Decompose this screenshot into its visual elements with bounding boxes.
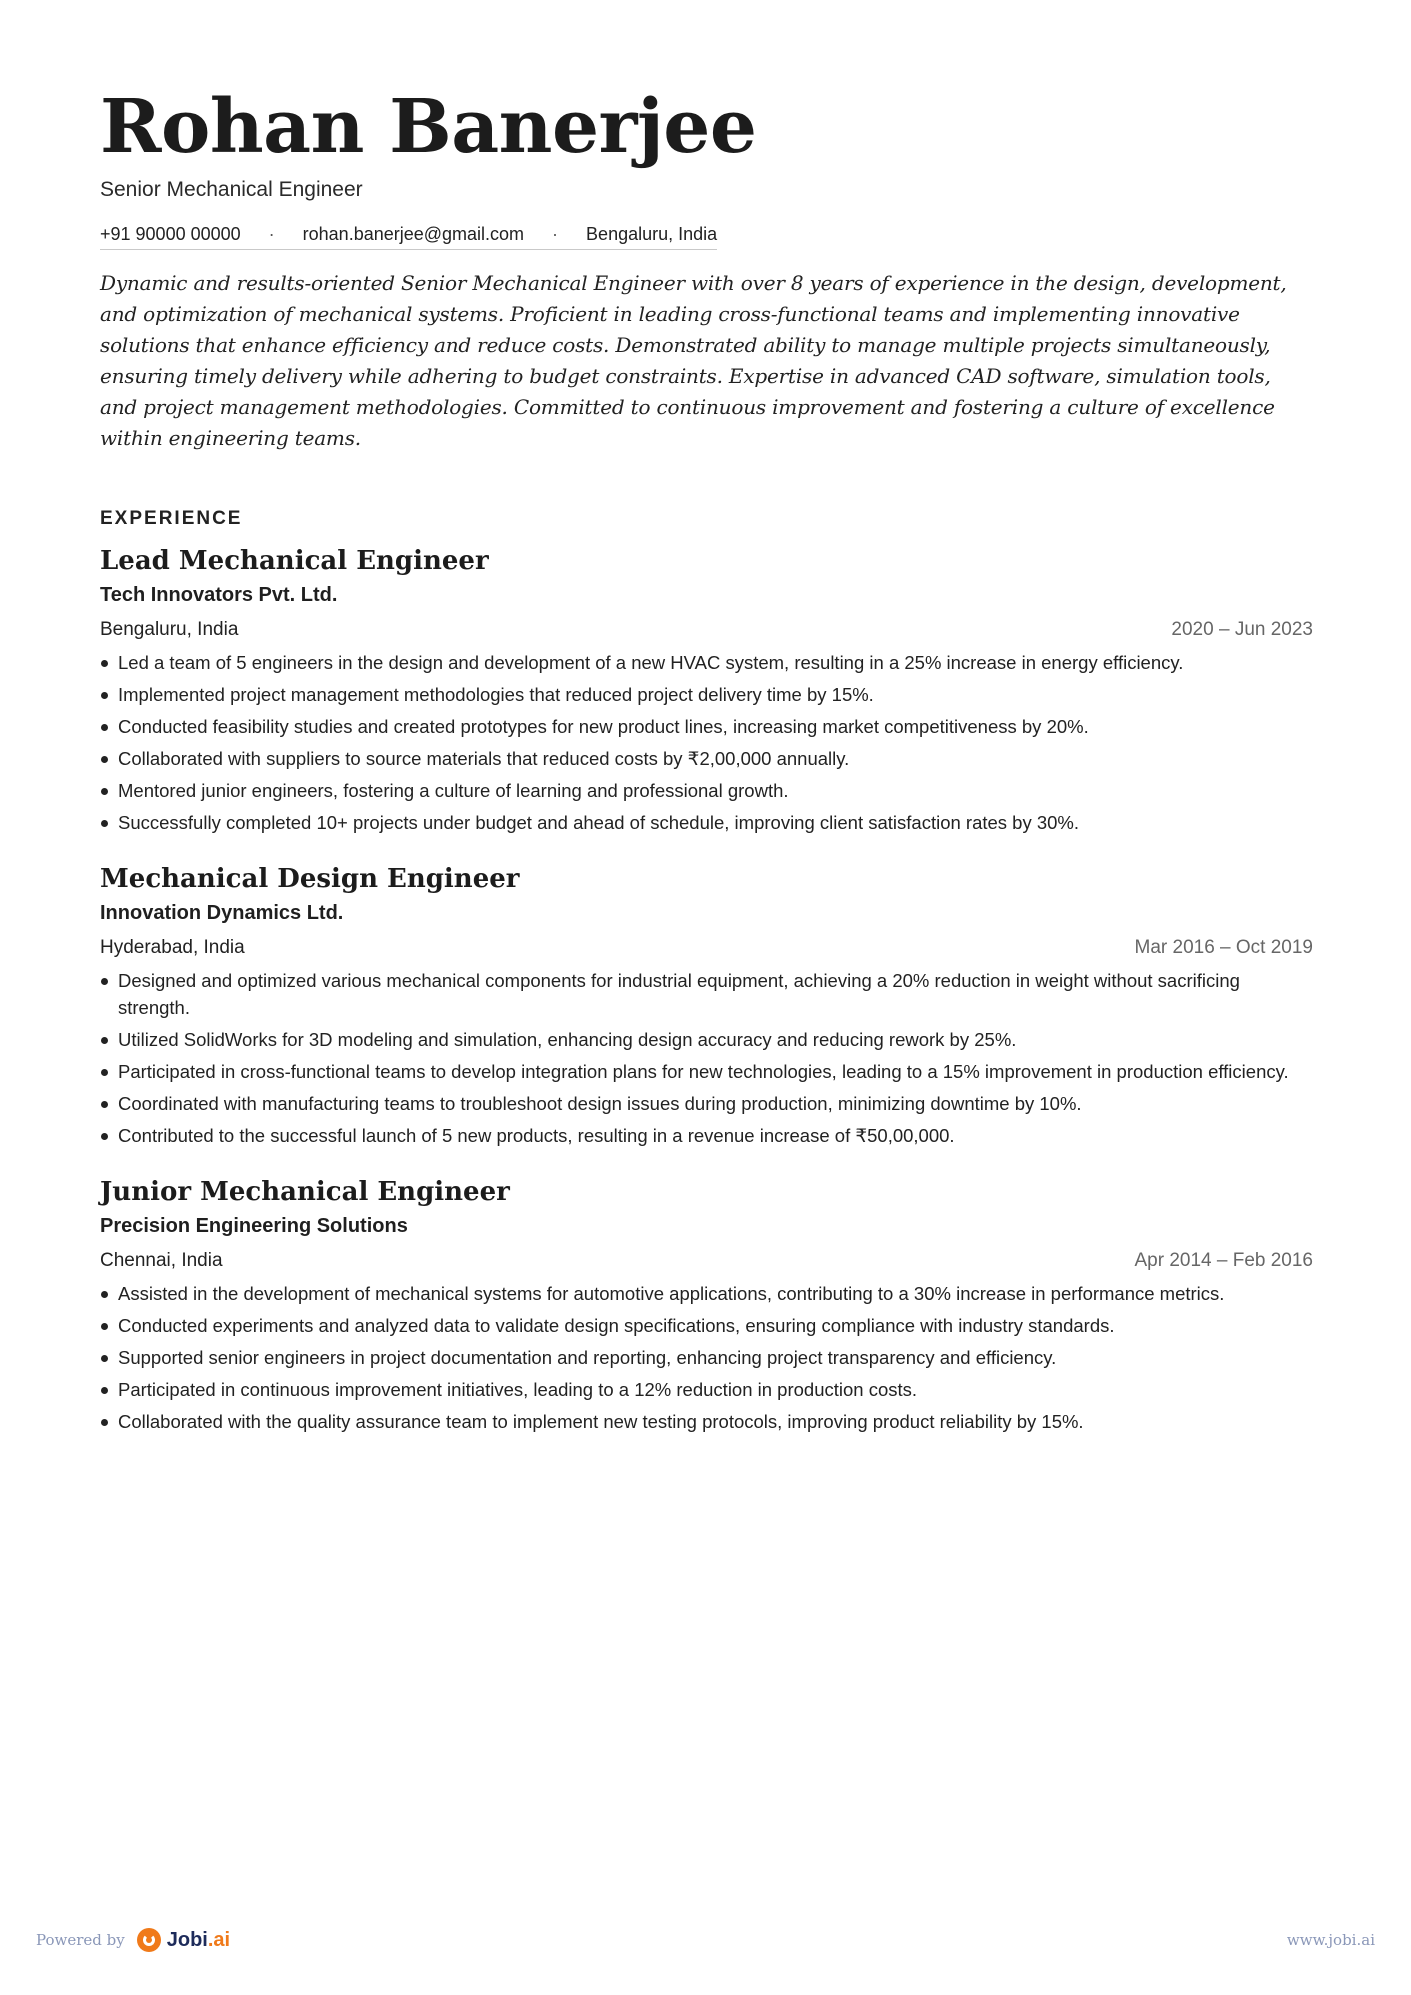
job-bullet: Mentored junior engineers, fostering a culture of learning and professional growth. [100,777,1313,804]
job-location: Chennai, India [100,1250,223,1271]
footer-powered-by [36,1928,230,1952]
company-name: Precision Engineering Solutions [100,1215,408,1237]
job-bullet: Participated in cross-functional teams to develop integration plans for new technologies, leading to a 15% improvement in production efficiency. [100,1058,1313,1085]
job-entry [100,544,1313,836]
candidate-name: Rohan Banerjee [100,84,757,170]
jobi-logo-icon [137,1928,161,1952]
website-link[interactable]: www.jobi.ai [1286,1931,1375,1949]
email-link[interactable]: rohan.banerjee@gmail.com [302,224,525,244]
job-bullet: Assisted in the development of mechanical systems for automotive applications, contributing to a 30% increase in performance metrics. [100,1280,1313,1307]
job-bullet: Led a team of 5 engineers in the design and development of a new HVAC system, resulting in a 25% increase in energy efficiency. [100,649,1313,676]
summary-paragraph: Dynamic and results-oriented Senior Mechanical Engineer with over 8 years of experience in the design, development, and optimization of mechanical systems. Proficient in leading cross-functional teams and implementing innovative solutions that enhance efficiency and reduce costs. Demonstrated ability to manage multiple projects simultaneously, ensuring timely delivery while adhering to budget constraints. Expertise in advanced CAD software, simulation tools, and project management methodologies. Committed to continuous improvement and fostering a culture of excellence within engineering teams. [100,271,1287,450]
logo-text-main: Jobi [166,1928,208,1951]
job-meta [100,1250,1313,1272]
job-bullet: Coordinated with manufacturing teams to troubleshoot design issues during production, minimizing downtime by 10%. [100,1090,1313,1117]
job-bullet: Participated in continuous improvement initiatives, leading to a 12% reduction in production costs. [100,1376,1313,1403]
job-title: Junior Mechanical Engineer [100,1177,510,1207]
job-bullet: Successfully completed 10+ projects under budget and ahead of schedule, improving client satisfaction rates by 30%. [100,809,1313,836]
job-bullet: Utilized SolidWorks for 3D modeling and simulation, enhancing design accuracy and reducing rework by 25%. [100,1026,1313,1053]
job-bullet: Supported senior engineers in project documentation and reporting, enhancing project transparency and efficiency. [100,1344,1313,1371]
job-dates: Mar 2016 – Oct 2019 [1134,937,1313,958]
job-bullets [100,967,1313,1149]
job-bullet: Collaborated with the quality assurance team to implement new testing protocols, improving product reliability by 15%. [100,1408,1313,1435]
job-entry [100,862,1313,1149]
job-title: Mechanical Design Engineer [100,864,520,894]
job-dates: 2020 – Jun 2023 [1171,619,1313,640]
experience-section-title: EXPERIENCE [100,508,243,529]
job-entry [100,1175,1313,1435]
job-bullet: Implemented project management methodologies that reduced project delivery time by 15%. [100,681,1313,708]
job-bullets [100,1280,1313,1435]
company-name: Innovation Dynamics Ltd. [100,902,344,924]
resume-page [100,84,1313,1440]
job-location: Bengaluru, India [100,619,239,640]
job-bullets [100,649,1313,836]
job-bullet: Conducted experiments and analyzed data to validate design specifications, ensuring compliance with industry standards. [100,1312,1313,1339]
location-text: Bengaluru, India [586,224,718,244]
job-dates: Apr 2014 – Feb 2016 [1134,1250,1313,1271]
phone-link[interactable]: +91 90000 00000 [100,224,241,244]
job-location: Hyderabad, India [100,937,245,958]
job-bullet: Collaborated with suppliers to source materials that reduced costs by ₹2,00,000 annually. [100,745,1313,772]
contact-bar [100,224,717,250]
jobi-logo[interactable] [137,1928,230,1952]
job-meta [100,619,1313,641]
job-bullet: Contributed to the successful launch of 5 new products, resulting in a revenue increase of ₹50,00,000. [100,1122,1313,1149]
candidate-headline: Senior Mechanical Engineer [100,178,363,201]
company-name: Tech Innovators Pvt. Ltd. [100,584,338,606]
powered-by-text: Powered by [36,1931,125,1949]
job-meta [100,937,1313,959]
job-bullet: Designed and optimized various mechanical components for industrial equipment, achieving a 20% reduction in weight without sacrificing strength. [100,967,1313,1021]
job-bullet: Conducted feasibility studies and created prototypes for new product lines, increasing market competitiveness by 20%. [100,713,1313,740]
job-title: Lead Mechanical Engineer [100,546,489,576]
contact-separator: · [268,224,275,244]
contact-separator: · [552,224,559,244]
logo-text-suffix: .ai [207,1928,231,1951]
